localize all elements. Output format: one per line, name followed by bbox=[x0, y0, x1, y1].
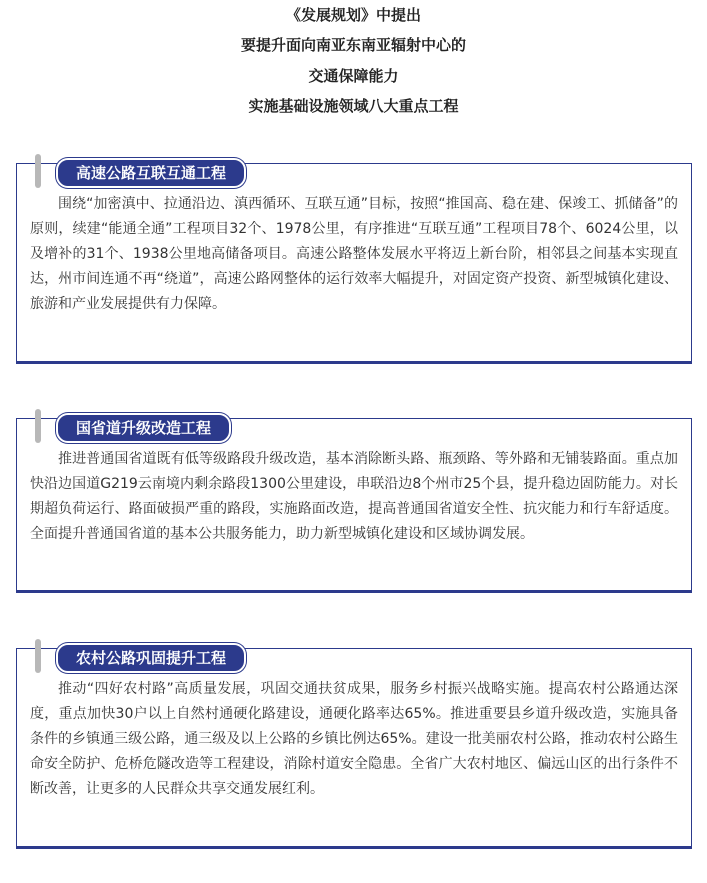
section-box bbox=[16, 418, 692, 593]
intro-line-2: 要提升面向南亚东南亚辐射中心的 bbox=[240, 36, 466, 54]
section-title: 国省道升级改造工程 bbox=[56, 413, 231, 443]
section-marker-icon bbox=[35, 639, 41, 673]
intro-line-1: 《发展规划》中提出 bbox=[285, 6, 421, 24]
section-box bbox=[16, 163, 692, 364]
section-rural-roads bbox=[16, 639, 692, 849]
section-title: 高速公路互联互通工程 bbox=[56, 158, 246, 188]
intro-line-4: 实施基础设施领域八大重点工程 bbox=[248, 97, 459, 115]
section-expressway bbox=[16, 154, 692, 364]
section-box bbox=[16, 648, 692, 849]
section-body: 围绕“加密滇中、拉通沿边、滇西循环、互联互通”目标，按照“推国高、稳在建、保竣工、抓储备”的原则，续建“能通全通”工程项目32个、1978公里，有序推进“互联互通”工程项目78个、6024公里，以及增补的31个、1938公里地高储备项目。高速公路整体发展水平将迈上新台阶，相邻县之间基本实现直达，州市间连通不再“绕道”，高速公路网整体的运行效率大幅提升，对固定资产投资、新型城镇化建设、旅游和产业发展提供有力保障。 bbox=[30, 196, 678, 312]
section-title: 农村公路巩固提升工程 bbox=[56, 643, 246, 673]
section-body: 推进普通国省道既有低等级路段升级改造，基本消除断头路、瓶颈路、等外路和无铺装路面。重点加快沿边国道G219云南境内剩余路段1300公里建设，串联沿边8个州市25个县，提升稳边固防能力。对长期超负荷运行、路面破损严重的路段，实施路面改造，提高普通国省道安全性、抗灾能力和行车舒适度。全面提升普通国省道的基本公共服务能力，助力新型城镇化建设和区域协调发展。 bbox=[30, 451, 678, 542]
section-national-provincial-roads bbox=[16, 409, 692, 593]
intro-line-3: 交通保障能力 bbox=[308, 67, 399, 85]
section-body: 推动“四好农村路”高质量发展，巩固交通扶贫成果，服务乡村振兴战略实施。提高农村公路通达深度，重点加快30户以上自然村通硬化路建设，通硬化路率达65%。推进重要县乡道升级改造，实施具备条件的乡镇通三级公路，通三级及以上公路的乡镇比例达65%。建设一批美丽农村公路，推动农村公路生命安全防护、危桥危隧改造等工程建设，消除村道安全隐患。全省广大农村地区、偏远山区的出行条件不断改善，让更多的人民群众共享交通发展红利。 bbox=[30, 681, 678, 797]
section-marker-icon bbox=[35, 409, 41, 443]
section-marker-icon bbox=[35, 154, 41, 188]
